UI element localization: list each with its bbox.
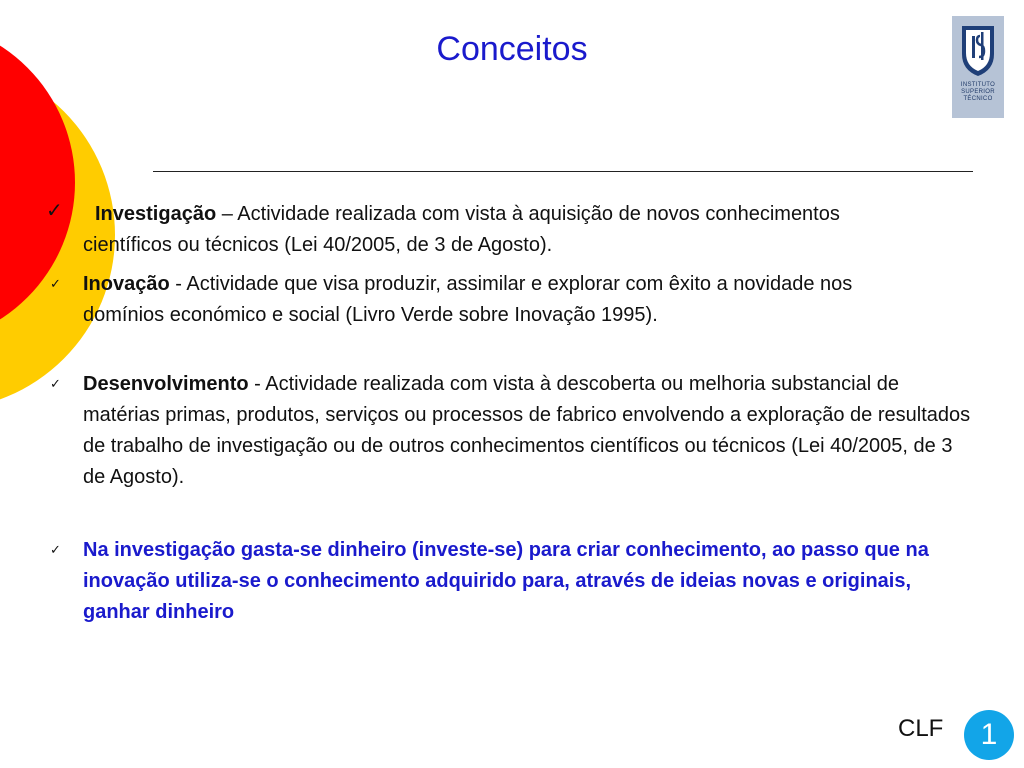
bullet-desenvolvimento <box>83 369 973 493</box>
bullet-text: - Actividade que visa produzir, assimilar e explorar com êxito a novidade nos domínios económico e social (Livro Verde sobre Inovação 1995). <box>83 273 853 326</box>
logo-text: INSTITUTO SUPERIOR TÉCNICO <box>960 82 996 102</box>
title-divider <box>153 171 973 172</box>
bullet-term: Inovação <box>83 273 170 295</box>
bullet-investigacao <box>83 199 883 261</box>
bullet-inovacao <box>83 269 923 331</box>
check-icon: ✓ <box>50 376 61 391</box>
slide-title: Conceitos <box>436 30 588 68</box>
bullet-text: - Actividade realizada com vista à descoberta ou melhoria substancial de matérias primas, produtos, serviços ou processos de fabrico envolvendo a exploração de resultados de trabalho de investigação ou de outros conhecimentos científicos ou técnicos (Lei 40/2005, de 3 de Agosto). <box>83 373 971 488</box>
page-number-badge: 1 <box>964 710 1014 760</box>
ist-logo <box>952 16 1004 118</box>
bullet-term: Desenvolvimento <box>83 373 249 395</box>
bullet-term: Investigação <box>95 203 217 225</box>
shield-icon <box>960 24 996 78</box>
check-icon: ✓ <box>50 542 61 557</box>
highlight-statement: Na investigação gasta-se dinheiro (investe-se) para criar conhecimento, ao passo que na inovação utiliza-se o conhecimento adquirido para, através de ideias novas e originais, ganhar dinheiro <box>83 539 929 623</box>
check-icon: ✓ <box>46 200 63 222</box>
footer-author: CLF <box>898 715 944 742</box>
check-icon: ✓ <box>50 276 61 291</box>
bullet-text: – Actividade realizada com vista à aquisição de novos conhecimentos científicos ou técnicos (Lei 40/2005, de 3 de Agosto). <box>83 203 840 256</box>
